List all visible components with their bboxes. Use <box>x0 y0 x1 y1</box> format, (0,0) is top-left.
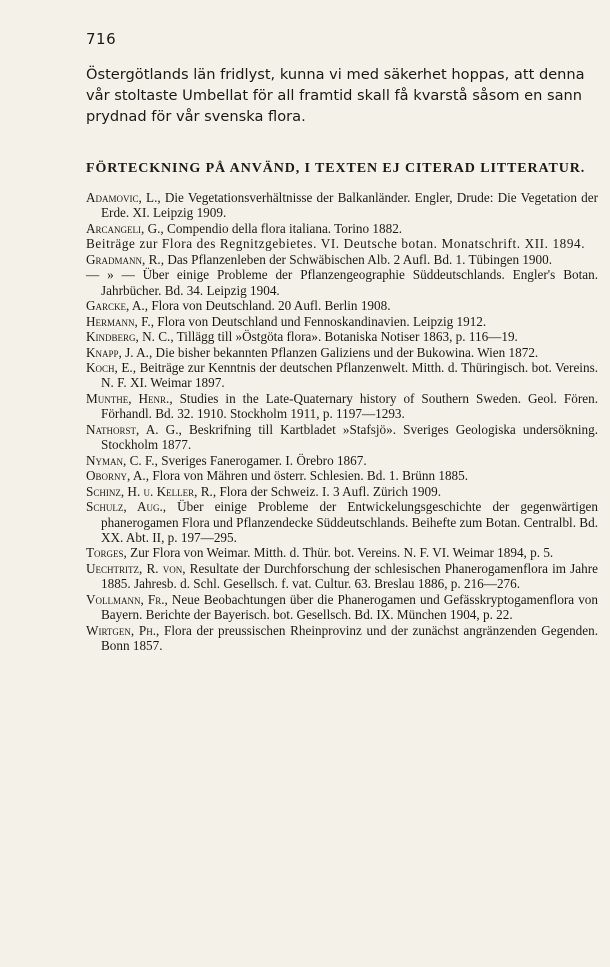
reference-author: Munthe, Henr., <box>86 390 173 406</box>
section-heading: FÖRTECKNING PÅ ANVÄND, I TEXTEN EJ CITERAD LITTERATUR. <box>86 161 586 176</box>
reference-author: Schulz, Aug., <box>86 499 167 515</box>
reference-entry <box>86 623 598 654</box>
reference-entry <box>86 561 598 592</box>
reference-text: Neue Beobachtungen über die Phanerogamen und Gefässkryptogamenflora von Bayern. Berichte der Bayerisch. bot. Gesellsch. Bd. IX. München 1904, p. 22. <box>101 591 598 623</box>
reference-text: — » — Über einige Probleme der Pflanzengeographie Süddeutschlands. Engler's Botan. Jahrbücher. Bd. 34. Leipzig 1904. <box>86 267 598 298</box>
reference-text: Flora der Schweiz. I. 3 Aufl. Zürich 1909. <box>216 483 442 499</box>
reference-entry <box>86 190 598 221</box>
reference-text: Flora von Deutschland und Fennoskandinavien. Leipzig 1912. <box>154 313 487 329</box>
reference-text: Über einige Probleme der Entwickelungsgeschichte der gegenwärtigen phanerogamen Flora und Pflanzendecke Süddeutschlands. Beihefte zum Botan. Centralbl. Bd. XX. Abt. II, p. 197—295. <box>101 499 598 545</box>
reference-text: Beiträge zur Kenntnis der deutschen Pflanzenwelt. Mitth. d. Thüringisch. bot. Vereins. N. F. XI. Weimar 1897. <box>101 359 598 391</box>
reference-entry <box>86 345 598 360</box>
reference-author: Vollmann, Fr., <box>86 591 168 607</box>
intro-paragraph: Östergötlands län fridlyst, kunna vi med säkerhet hoppas, att denna vår stoltaste Umbellat för all framtid skall få kvarstå såsom en sann prydnad för vår svenska flora. <box>86 66 585 125</box>
reference-entry <box>86 329 598 344</box>
reference-text: Flora der preussischen Rheinprovinz und der zunächst angränzenden Gegenden. Bonn 1857. <box>101 622 599 654</box>
reference-entry <box>86 592 598 623</box>
reference-entry <box>86 422 598 453</box>
reference-author: Schinz, H. u. Keller, R., <box>86 483 217 499</box>
reference-entry <box>86 484 598 499</box>
reference-author: Garcke, A., <box>86 298 149 314</box>
reference-entry <box>86 267 598 298</box>
reference-entry <box>86 252 598 267</box>
reference-text: Die bisher bekannten Pflanzen Galiziens und der Bukowina. Wien 1872. <box>152 344 539 360</box>
reference-entry <box>86 391 598 422</box>
reference-author: Uechtritz, R. von, <box>86 560 186 576</box>
reference-author: Torges, <box>86 545 127 561</box>
reference-author: Kindberg, N. C., <box>86 329 174 345</box>
reference-entry <box>86 360 598 391</box>
reference-text: Beskrifning till Kartbladet »Stafsjö». Sveriges Geologiska undersökning. Stockholm 1877. <box>101 421 598 453</box>
reference-text: Zur Flora von Weimar. Mitth. d. Thür. bot. Vereins. N. F. VI. Weimar 1894, p. 5. <box>126 545 554 561</box>
reference-text: Studies in the Late-Quaternary history of Southern Sweden. Geol. Fören. Förhandl. Bd. 32. 1910. Stockholm 1911, p. 1197—1293. <box>101 390 598 422</box>
reference-author: Wirtgen, Ph., <box>86 622 160 638</box>
reference-text: Beiträge zur Flora des Regnitzgebietes. VI. Deutsche botan. Monatschrift. XII. 1894. <box>86 236 586 252</box>
reference-entry <box>86 499 598 545</box>
reference-text: Sveriges Fanerogamer. I. Örebro 1867. <box>157 452 367 468</box>
page-number: 716 <box>86 30 117 48</box>
reference-text: Flora von Mähren und österr. Schlesien. Bd. 1. Brünn 1885. <box>149 468 469 484</box>
reference-text: Compendio della flora italiana. Torino 1882. <box>163 220 403 236</box>
reference-text: Tillägg till »Östgöta flora». Botaniska Notiser 1863, p. 116—19. <box>173 329 518 345</box>
reference-text: Flora von Deutschland. 20 Aufl. Berlin 1908. <box>148 298 391 314</box>
reference-author: Adamovic, L., <box>86 190 161 205</box>
reference-entry <box>86 545 598 560</box>
bibliography-list <box>86 190 598 654</box>
reference-author: Oborny, A., <box>86 468 150 484</box>
reference-author: Hermann, F., <box>86 313 154 329</box>
reference-author: Nyman, C. F., <box>86 452 158 468</box>
reference-author: Arcangeli, G., <box>86 220 164 236</box>
reference-author: Knapp, J. A., <box>86 344 153 360</box>
reference-entry <box>86 221 598 236</box>
reference-author: Gradmann, R., <box>86 251 165 267</box>
reference-author: Nathorst, A. G., <box>86 421 182 437</box>
reference-entry <box>86 236 598 251</box>
reference-text: Die Vegetationsverhältnisse der Balkanländer. Engler, Drude: Die Vegetation der Erde. XI. Leipzig 1909. <box>101 190 598 221</box>
reference-text: Das Pflanzenleben der Schwäbischen Alb. 2 Aufl. Bd. 1. Tübingen 1900. <box>164 251 553 267</box>
reference-text: Resultate der Durchforschung der schlesischen Phanerogamenflora im Jahre 1885. Jahresb. d. Schl. Gesellsch. f. vat. Cultur. 63. Breslau 1886, p. 216—276. <box>101 560 599 592</box>
reference-entry <box>86 298 598 313</box>
reference-entry <box>86 314 598 329</box>
reference-author: Koch, E., <box>86 359 137 375</box>
reference-entry <box>86 468 598 483</box>
reference-entry <box>86 453 598 468</box>
